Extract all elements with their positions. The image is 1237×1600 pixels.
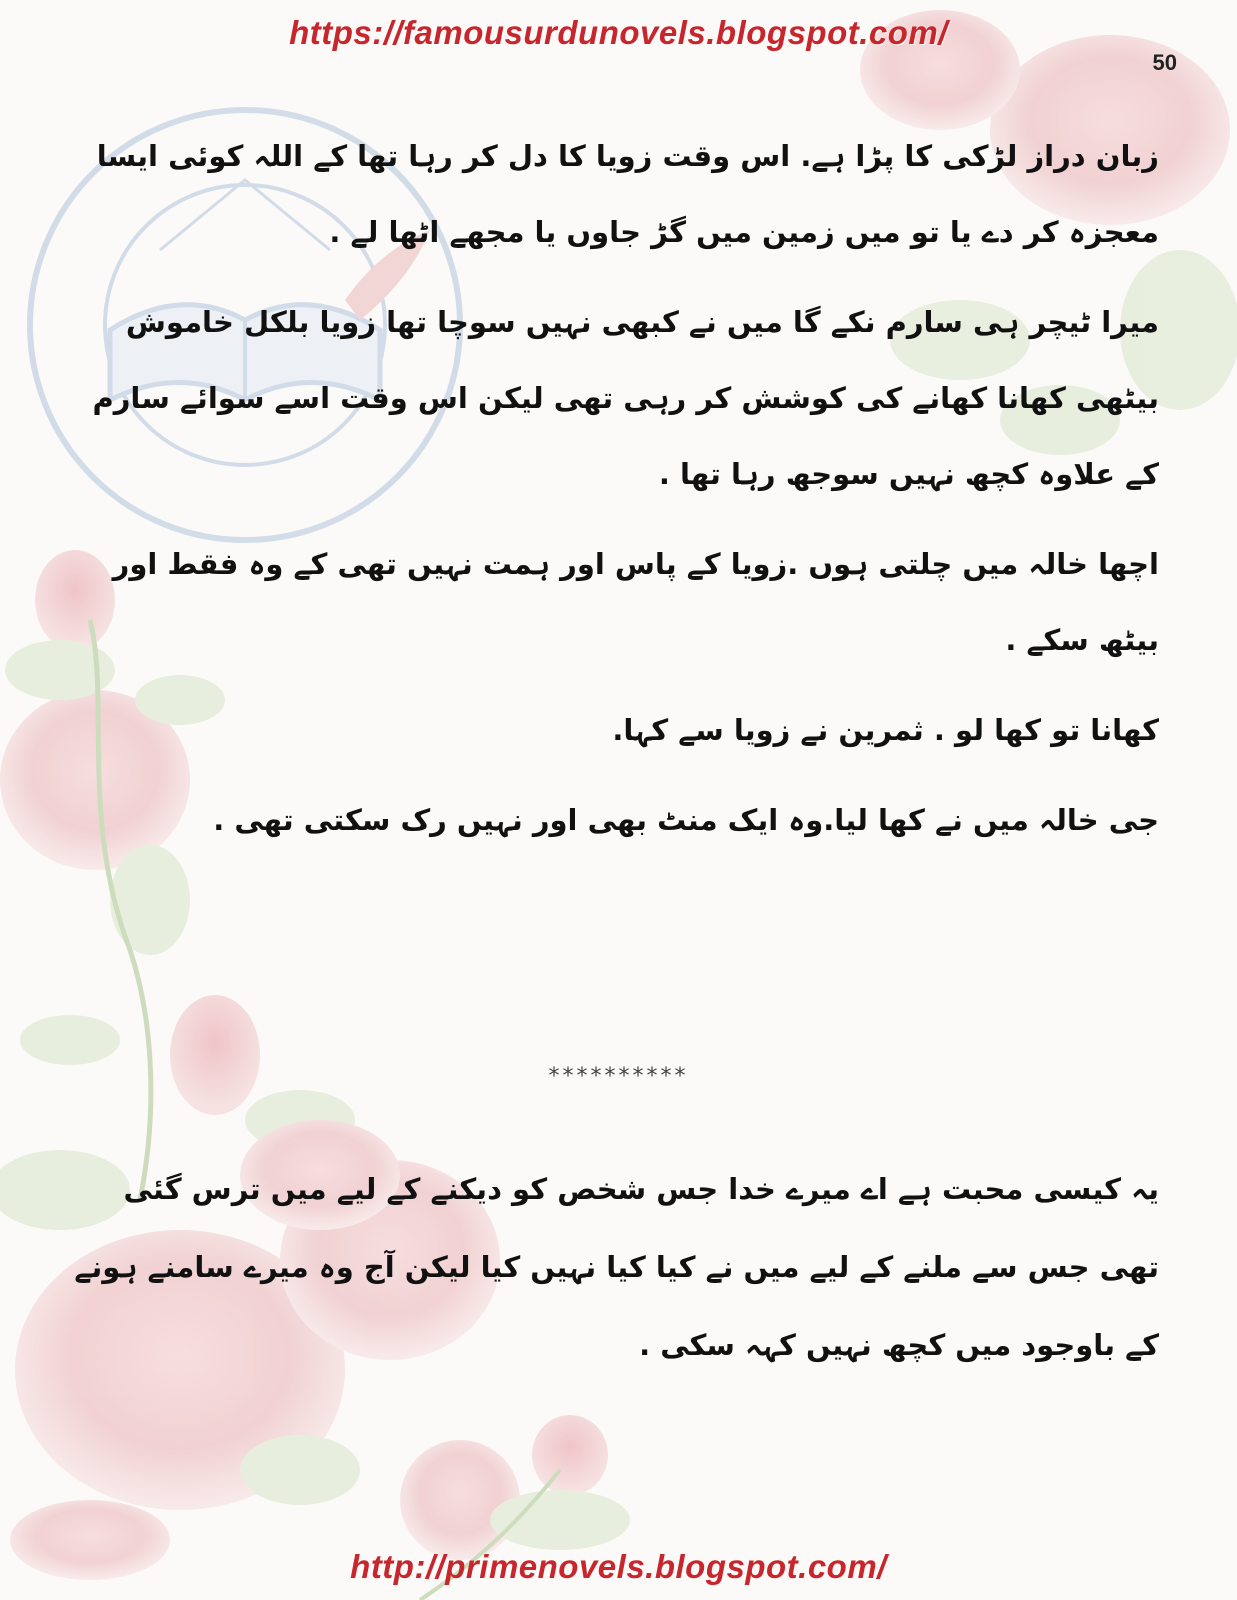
paragraph-2: میرا ٹیچر ہی سارم نکے گا میں نے کبھی نہیں سوچا تھا زویا بلکل خاموش بیٹھی کھانا کھانے کی کوشش کر رہی تھی لیکن اس وقت اسے سوائے سارم کے علاوہ کچھ نہیں سوجھ رہا تھا . bbox=[92, 305, 1159, 491]
page-number: 50 bbox=[1152, 50, 1177, 75]
paragraph-3: اچھا خالہ میں چلتی ہوں .زویا کے پاس اور ہمت نہیں تھی کے وہ فقط اور بیٹھ سکے . bbox=[112, 547, 1159, 657]
footer-url-link[interactable]: http://primenovels.blogspot.com/ bbox=[350, 1548, 887, 1585]
section-divider: ********** bbox=[548, 1064, 689, 1089]
paragraph-4: کھانا تو کھا لو . ثمرین نے زویا سے کہا. bbox=[612, 713, 1159, 747]
header-url-link[interactable]: https://famousurdunovels.blogspot.com/ bbox=[289, 14, 948, 51]
paragraph-5: جی خالہ میں نے کھا لیا.وہ ایک منٹ بھی اور نہیں رک سکتی تھی . bbox=[213, 803, 1159, 837]
paragraph-1: زبان دراز لڑکی کا پڑا ہے. اس وقت زویا کا دل کر رہا تھا کے اللہ کوئی ایسا معجزہ کر دے یا تو میں زمین میں گڑ جاوں یا مجھے اٹھا لے . bbox=[96, 139, 1159, 249]
closing-paragraph: یہ کیسی محبت ہے اے میرے خدا جس شخص کو دیکنے کے لیے میں ترس گئی تھی جس سے ملنے کے لیے میں نے کیا کیا نہیں کیا لیکن آج وہ میرے سامنے ہونے کے باوجود میں کچھ نہیں کہہ سکی . bbox=[74, 1172, 1159, 1362]
story-text-block bbox=[70, 118, 1159, 858]
